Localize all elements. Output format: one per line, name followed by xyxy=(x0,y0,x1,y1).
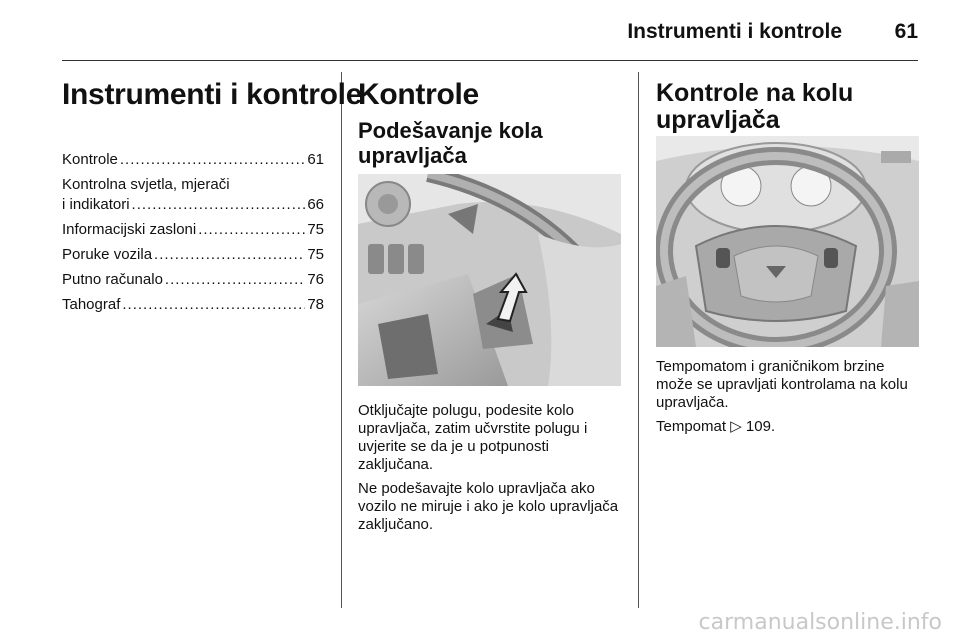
reference-label: Tempomat xyxy=(656,418,727,435)
header-divider xyxy=(62,60,918,61)
subsection-title: Podešavanje kola upravljača xyxy=(358,118,543,168)
toc-page: 66 xyxy=(307,196,324,213)
warning-paragraph: Ne podešavajte kolo upravljača ako vozilo ne miruje i ako je kolo upravljača zaključano. xyxy=(358,480,619,533)
toc-entry[interactable] xyxy=(62,220,324,240)
toc-label: Putno računalo xyxy=(62,271,163,288)
reference-page: 109. xyxy=(745,418,776,435)
steering-wheel-illustration xyxy=(656,136,919,347)
toc-page: 75 xyxy=(307,246,324,263)
steering-controls-description xyxy=(656,358,924,442)
toc-label: Kontrole xyxy=(62,151,118,168)
adjustment-instructions xyxy=(358,402,623,540)
toc-entry[interactable] xyxy=(62,295,324,315)
section-title: Kontrole xyxy=(358,78,479,111)
column-divider-2 xyxy=(638,72,639,608)
steering-wheel-photo xyxy=(656,136,919,347)
steering-column-adjustment-photo xyxy=(358,174,621,386)
description-paragraph: Tempomatom i graničnikom brzine može se upravljati kontrolama na kolu upravljača. xyxy=(656,358,908,411)
toc-page: 76 xyxy=(307,271,324,288)
page-reference-arrow-icon: ▷ xyxy=(730,418,742,435)
chapter-title: Instrumenti i kontrole xyxy=(62,78,363,111)
toc-entry[interactable] xyxy=(62,270,324,290)
page-number: 61 xyxy=(894,20,918,43)
toc-entry[interactable] xyxy=(62,175,324,215)
section-title-steering-controls: Kontrole na kolu upravljača xyxy=(656,79,854,134)
toc-label: Poruke vozila xyxy=(62,246,153,263)
toc-page: 61 xyxy=(307,151,324,168)
watermark: carmanualsonline.info xyxy=(698,610,942,635)
toc-page: 78 xyxy=(307,296,324,313)
toc-entry[interactable] xyxy=(62,245,324,265)
toc-page: 75 xyxy=(307,221,324,238)
cross-reference[interactable] xyxy=(656,418,924,436)
column-divider-1 xyxy=(341,72,342,608)
toc-label: Informacijski zasloni xyxy=(62,221,197,238)
toc-label: i indikatori xyxy=(62,196,130,213)
toc-entry[interactable] xyxy=(62,150,324,170)
running-header-title: Instrumenti i kontrole xyxy=(627,20,842,43)
instruction-paragraph: Otključajte polugu, podesite kolo upravljača, zatim učvrstite polugu i uvjerite se da je u potpunosti zaključana. xyxy=(358,402,588,473)
toc-label: Kontrolna svjetla, mjerači xyxy=(62,176,230,193)
table-of-contents xyxy=(62,150,324,320)
lever-illustration xyxy=(358,174,621,386)
toc-label: Tahograf xyxy=(62,296,121,313)
